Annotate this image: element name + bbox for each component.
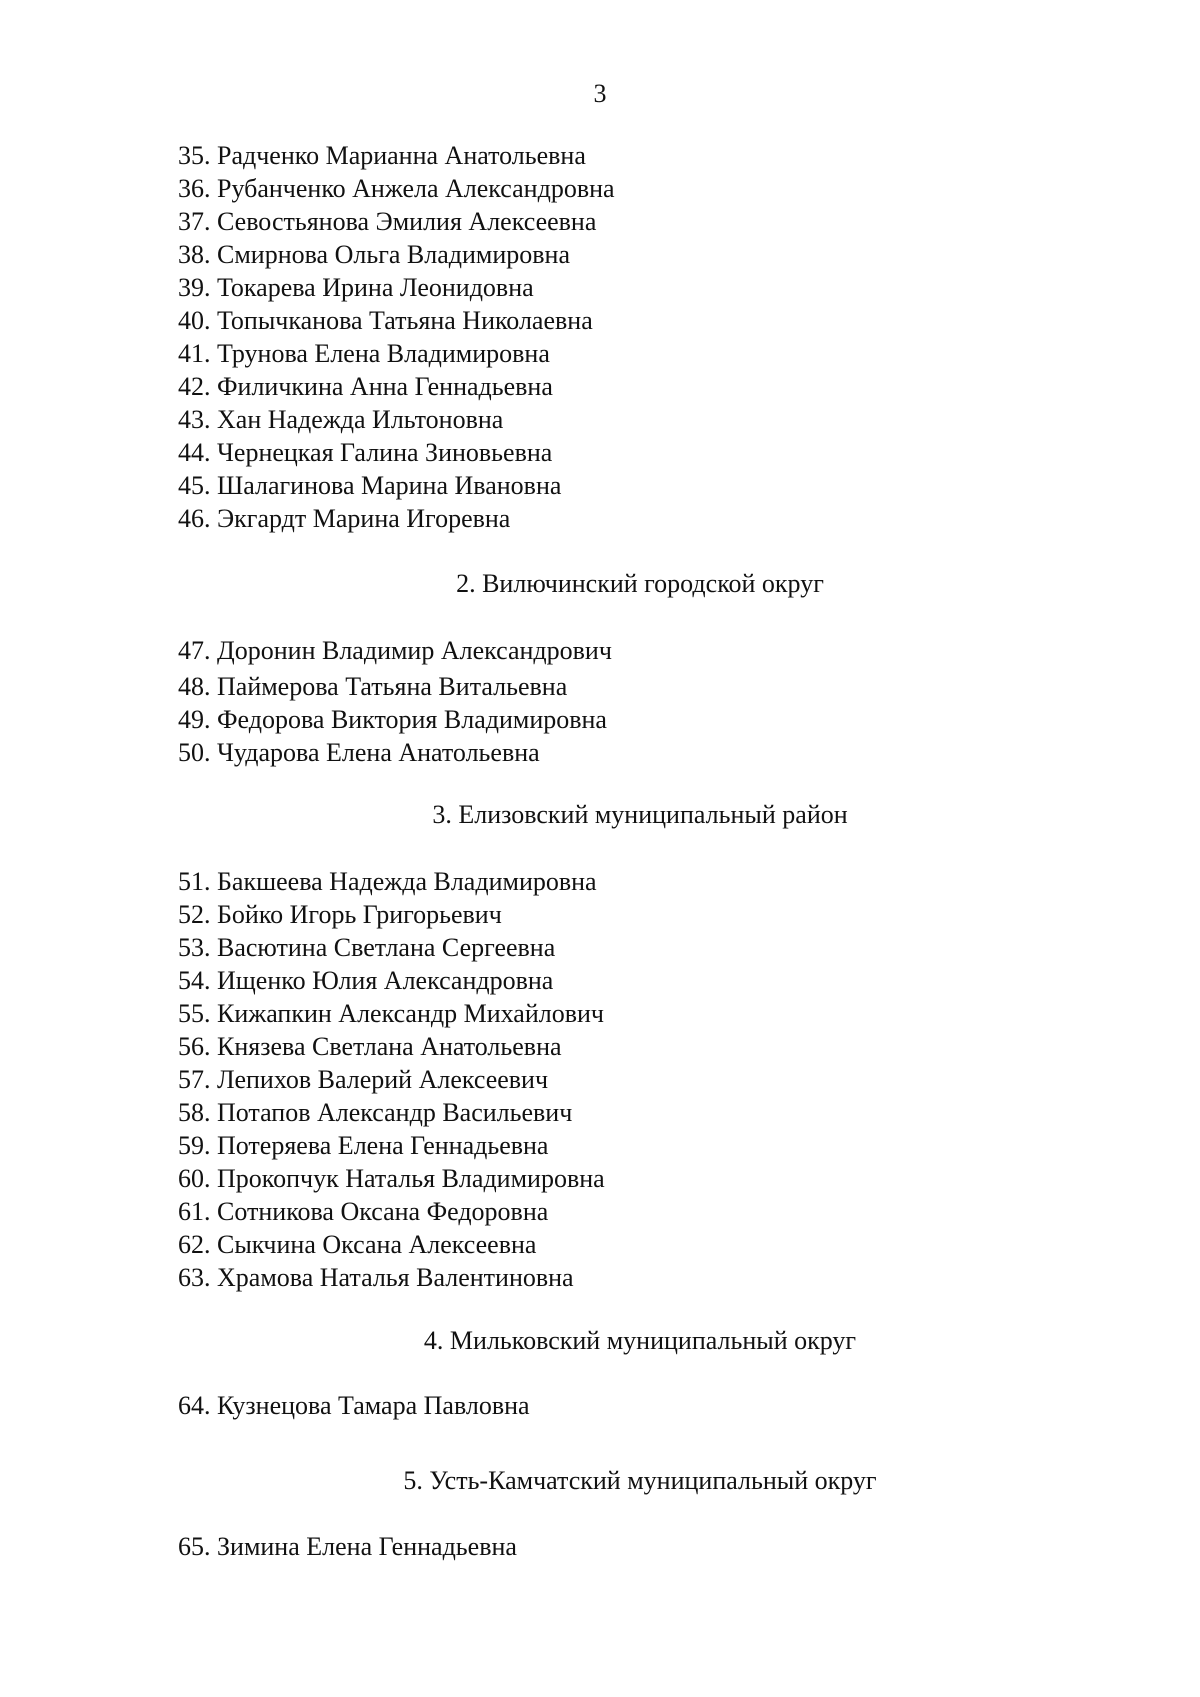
item-number: 64. <box>178 1391 211 1420</box>
list-item <box>178 403 615 436</box>
name-list-continued <box>178 139 615 535</box>
person-name: Сыкчина Оксана Алексеевна <box>217 1230 537 1259</box>
list-item <box>178 1030 605 1063</box>
item-number: 57. <box>178 1065 211 1094</box>
person-name: Кузнецова Тамара Павловна <box>217 1391 530 1420</box>
section-heading-viluchinsk: 2. Вилючинский городской округ <box>456 569 824 598</box>
person-name: Экгардт Марина Игоревна <box>217 504 511 533</box>
list-item <box>178 238 615 271</box>
list-item <box>178 370 615 403</box>
list-item <box>178 1162 605 1195</box>
list-item <box>178 931 605 964</box>
list-item <box>178 670 612 703</box>
item-number: 58. <box>178 1098 211 1127</box>
item-number: 40. <box>178 306 211 335</box>
page-number: 3 <box>593 79 607 108</box>
list-item <box>178 172 615 205</box>
list-item <box>178 997 605 1030</box>
item-number: 59. <box>178 1131 211 1160</box>
list-item <box>178 632 612 670</box>
item-number: 39. <box>178 273 211 302</box>
list-item <box>178 436 615 469</box>
person-name: Прокопчук Наталья Владимировна <box>217 1164 605 1193</box>
list-item <box>178 964 605 997</box>
person-name: Лепихов Валерий Алексеевич <box>217 1065 549 1094</box>
item-number: 52. <box>178 900 211 929</box>
person-name: Смирнова Ольга Владимировна <box>217 240 571 269</box>
item-number: 36. <box>178 174 211 203</box>
person-name: Ищенко Юлия Александровна <box>217 966 554 995</box>
item-number: 61. <box>178 1197 211 1226</box>
list-item <box>178 139 615 172</box>
person-name: Храмова Наталья Валентиновна <box>217 1263 574 1292</box>
item-number: 62. <box>178 1230 211 1259</box>
list-item <box>178 1096 605 1129</box>
list-item <box>178 1530 517 1563</box>
person-name: Чударова Елена Анатольевна <box>217 738 540 767</box>
person-name: Хан Надежда Ильтоновна <box>217 405 504 434</box>
list-item <box>178 703 612 736</box>
list-item <box>178 1228 605 1261</box>
person-name: Зимина Елена Геннадьевна <box>217 1532 517 1561</box>
person-name: Трунова Елена Владимировна <box>217 339 550 368</box>
item-number: 38. <box>178 240 211 269</box>
list-item <box>178 865 605 898</box>
list-item <box>178 1063 605 1096</box>
person-name: Князева Светлана Анатольевна <box>217 1032 562 1061</box>
item-number: 45. <box>178 471 211 500</box>
list-item <box>178 898 605 931</box>
item-number: 43. <box>178 405 211 434</box>
person-name: Потеряева Елена Геннадьевна <box>217 1131 549 1160</box>
list-item <box>178 502 615 535</box>
item-number: 63. <box>178 1263 211 1292</box>
item-number: 50. <box>178 738 211 767</box>
person-name: Кижапкин Александр Михайлович <box>217 999 604 1028</box>
person-name: Бакшеева Надежда Владимировна <box>217 867 597 896</box>
item-number: 53. <box>178 933 211 962</box>
list-item <box>178 304 615 337</box>
item-number: 55. <box>178 999 211 1028</box>
name-list-milkovo <box>178 1389 530 1422</box>
item-number: 48. <box>178 672 211 701</box>
item-number: 65. <box>178 1532 211 1561</box>
person-name: Радченко Марианна Анатольевна <box>217 141 586 170</box>
list-item <box>178 1389 530 1422</box>
person-name: Потапов Александр Васильевич <box>217 1098 573 1127</box>
person-name: Бойко Игорь Григорьевич <box>217 900 502 929</box>
item-number: 42. <box>178 372 211 401</box>
person-name: Сотникова Оксана Федоровна <box>217 1197 549 1226</box>
person-name: Шалагинова Марина Ивановна <box>217 471 562 500</box>
list-item <box>178 205 615 238</box>
section-heading-elizovo: 3. Елизовский муниципальный район <box>432 800 848 829</box>
name-list-ust-kamchatsk <box>178 1530 517 1563</box>
list-item <box>178 469 615 502</box>
person-name: Чернецкая Галина Зиновьевна <box>217 438 553 467</box>
item-number: 46. <box>178 504 211 533</box>
list-item <box>178 1195 605 1228</box>
person-name: Васютина Светлана Сергеевна <box>217 933 556 962</box>
name-list-elizovo <box>178 865 605 1294</box>
person-name: Филичкина Анна Геннадьевна <box>217 372 553 401</box>
item-number: 51. <box>178 867 211 896</box>
person-name: Рубанченко Анжела Александровна <box>217 174 615 203</box>
list-item <box>178 1129 605 1162</box>
list-item <box>178 736 612 769</box>
person-name: Федорова Виктория Владимировна <box>217 705 607 734</box>
item-number: 47. <box>178 636 211 665</box>
list-item <box>178 1261 605 1294</box>
person-name: Паймерова Татьяна Витальевна <box>217 672 568 701</box>
item-number: 54. <box>178 966 211 995</box>
section-heading-milkovo: 4. Мильковский муниципальный округ <box>423 1326 857 1355</box>
list-item <box>178 271 615 304</box>
item-number: 37. <box>178 207 211 236</box>
item-number: 60. <box>178 1164 211 1193</box>
item-number: 56. <box>178 1032 211 1061</box>
person-name: Топычканова Татьяна Николаевна <box>217 306 593 335</box>
item-number: 49. <box>178 705 211 734</box>
item-number: 41. <box>178 339 211 368</box>
person-name: Доронин Владимир Александрович <box>217 636 612 665</box>
section-heading-ust-kamchatsk: 5. Усть-Камчатский муниципальный округ <box>403 1466 877 1495</box>
list-item <box>178 337 615 370</box>
name-list-viluchinsk <box>178 632 612 769</box>
person-name: Токарева Ирина Леонидовна <box>217 273 534 302</box>
item-number: 44. <box>178 438 211 467</box>
item-number: 35. <box>178 141 211 170</box>
person-name: Севостьянова Эмилия Алексеевна <box>217 207 597 236</box>
